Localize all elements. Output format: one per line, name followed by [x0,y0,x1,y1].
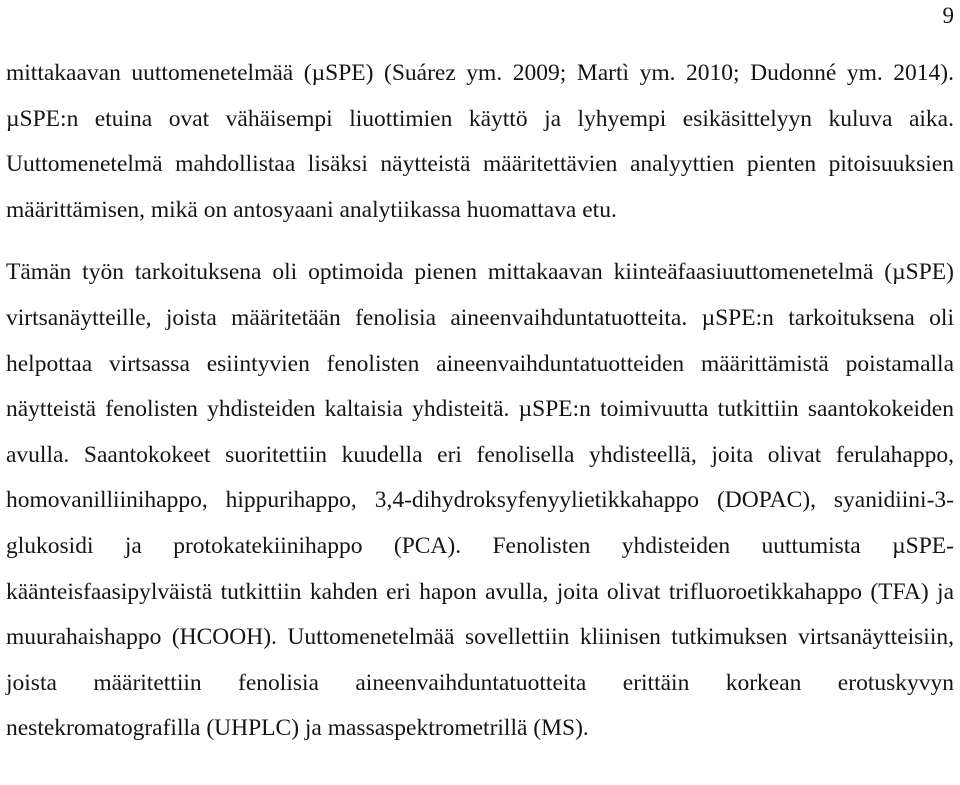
paragraph-1: mittakaavan uuttomenetelmää (µSPE) (Suárez ym. 2009; Martì ym. 2010; Dudonné ym. 2014). µSPE:n etuina ovat vähäisempi liuottimien käyttö ja lyhyempi esikäsittelyyn kuluva aika. Uuttomenetelmä mahdollistaa lisäksi näytteistä määritettävien analyyttien pienten pitoisuuksien määrittämisen, mikä on antosyaani analytiikassa huomattava etu. [6,60,954,223]
document-body [6,51,954,752]
page-number: 9 [942,3,954,28]
paragraph-2: Tämän työn tarkoituksena oli optimoida pienen mittakaavan kiinteäfaasiuuttomenetelmä (µSPE) virtsanäytteille, joista määritetään fenolisia aineenvaihduntatuotteita. µSPE:n tarkoituksena oli helpottaa virtsassa esiintyvien fenolisten aineenvaihduntatuotteiden määrittämistä poistamalla näytteistä fenolisten yhdisteiden kaltaisia yhdisteitä. µSPE:n toimivuutta tutkittiin saantokokeiden avulla. Saantokokeet suoritettiin kuudella eri fenolisella yhdisteellä, joita olivat ferulahappo, homovanilliinihappo, hippurihappo, 3,4-dihydroksyfenyylietikkahappo (DOPAC), syanidiini-3-glukosidi ja protokatekiinihappo (PCA). Fenolisten yhdisteiden uuttumista µSPE-käänteisfaasipylväistä tutkittiin kahden eri hapon avulla, joita olivat trifluoroetikkahappo (TFA) ja muurahaishappo (HCOOH). Uuttomenetelmää sovellettiin kliinisen tutkimuksen virtsanäytteisiin, joista määritettiin fenolisia aineenvaihduntatuotteita erittäin korkean erotuskyvyn nestekromatografilla (UHPLC) ja massaspektrometrillä (MS). [6,259,954,742]
